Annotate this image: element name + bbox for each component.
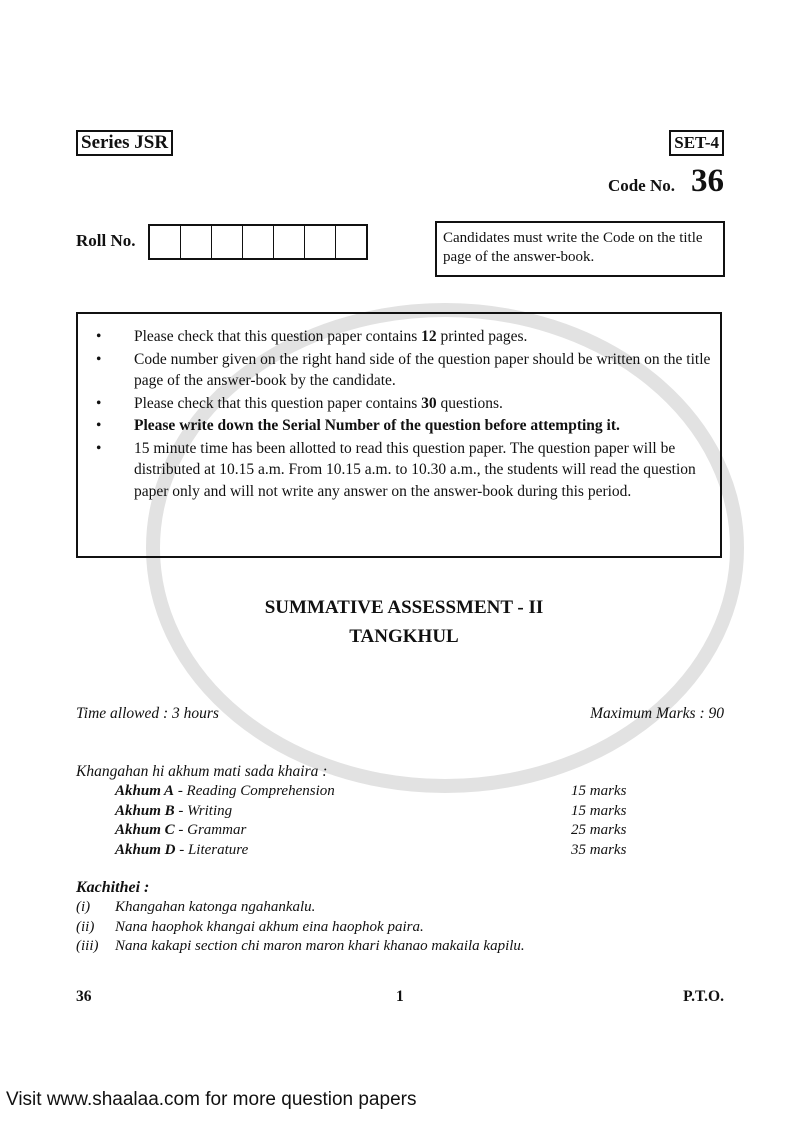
instruction-bold: 12	[421, 328, 437, 345]
section-desc: - Reading Comprehension	[174, 783, 335, 799]
instruction-item	[86, 349, 712, 392]
footer-code: 36	[76, 988, 92, 1005]
section-marks: 15 marks	[571, 802, 627, 819]
exam-title: SUMMATIVE ASSESSMENT - II	[264, 597, 544, 618]
instruction-pre: Please check that this question paper contains	[134, 328, 422, 345]
instructions-box	[76, 312, 722, 558]
max-marks: Maximum Marks : 90	[590, 705, 724, 722]
kachithei-num: (iii)	[76, 938, 99, 954]
section-row	[115, 822, 246, 839]
pto: P.T.O.	[683, 988, 724, 1005]
section-desc: - Literature	[175, 841, 249, 858]
section-name: Akhum B	[115, 802, 175, 819]
instruction-pre: Please check that this question paper contains	[134, 394, 422, 412]
section-marks: 15 marks	[571, 783, 627, 799]
set-label: SET-4	[669, 130, 724, 156]
section-name: Akhum D	[115, 841, 176, 858]
page-number: 1	[396, 988, 404, 1005]
kachithei-heading: Kachithei :	[76, 879, 150, 896]
kachithei-num: (i)	[76, 899, 91, 915]
code-value: 36	[691, 163, 724, 199]
kachithei-text: Khangahan katonga ngahankalu.	[115, 899, 316, 915]
roll-label: Roll No.	[76, 231, 136, 250]
instruction-bold: Please write down the Serial Number of the question before attempting it.	[134, 417, 620, 434]
kachithei-text: Nana haophok khangai akhum eina haophok paira.	[115, 918, 424, 935]
subject-title: TANGKHUL	[349, 626, 459, 647]
instruction-item	[86, 326, 712, 348]
roll-number-boxes[interactable]	[148, 224, 368, 260]
section-desc: - Grammar	[174, 822, 247, 838]
paper-title	[0, 593, 800, 651]
section-row	[115, 803, 232, 820]
instruction-pre: Code number given on the right hand side of the question paper should be written on the title page of the answer-book by the candidate.	[134, 350, 711, 389]
kachithei-num: (ii)	[76, 918, 95, 935]
section-marks: 35 marks	[571, 841, 627, 858]
instruction-bold: 30	[421, 394, 437, 412]
instruction-item	[86, 393, 712, 415]
code-note: Candidates must write the Code on the title page of the answer-book.	[435, 221, 725, 277]
time-allowed: Time allowed : 3 hours	[76, 705, 219, 722]
section-name: Akhum A	[115, 783, 175, 799]
instruction-post: printed pages.	[436, 328, 528, 345]
section-desc: - Writing	[174, 802, 233, 819]
instruction-item	[86, 415, 712, 437]
instruction-pre: 15 minute time has been allotted to read this question paper. The question paper will be distributed at 10.15 a.m. From 10.15 a.m. to 10.30 a.m., the students will read the question paper only and will not write any answer on the answer-book during this period.	[134, 439, 696, 500]
section-row	[115, 842, 248, 859]
section-marks: 25 marks	[571, 822, 627, 838]
section-name: Akhum C	[115, 822, 175, 838]
section-row	[115, 783, 335, 800]
code-label: Code No.	[607, 176, 675, 195]
sections-intro: Khangahan hi akhum mati sada khaira :	[76, 763, 328, 780]
visit-link[interactable]: Visit www.shaalaa.com for more question papers	[6, 1089, 417, 1110]
instruction-post: questions.	[436, 394, 503, 412]
series-label: Series JSR	[76, 130, 173, 156]
code-number	[608, 163, 724, 200]
instruction-item	[86, 438, 712, 503]
kachithei-text: Nana kakapi section chi maron maron khari khanao makaila kapilu.	[115, 938, 525, 954]
